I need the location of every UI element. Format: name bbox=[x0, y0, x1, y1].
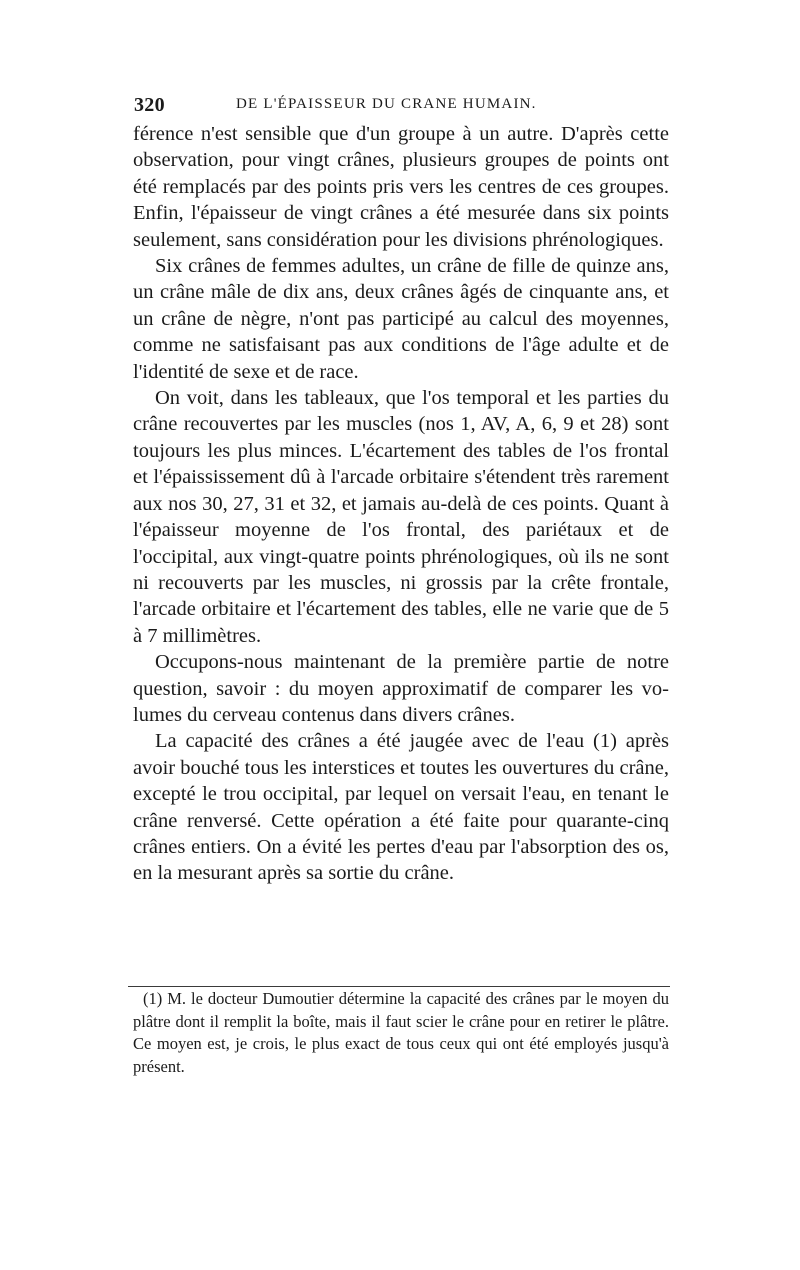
running-head bbox=[134, 94, 670, 120]
running-title: DE L'ÉPAISSEUR DU CRANE HUMAIN. bbox=[236, 96, 537, 112]
page-number: 320 bbox=[134, 94, 165, 116]
footnotes bbox=[133, 988, 669, 1078]
paragraph: La capacité des crânes a été jaugée avec de l'eau (1) après avoir bouché tous les interstices et toutes les ouvertures du crâne, excepté le trou occipital, par lequel on versait l'eau, en tenant le crâne renversé. Cette opération a été faite pour quarante-cinq crânes entiers. On a évité les pertes d'eau par l'absorption des os, en la mesurant après sa sortie du crâne. bbox=[133, 730, 669, 885]
paragraph: On voit, dans les tableaux, que l'os temporal et les parties du crâne recouvertes par les muscles (nos 1, AV, A, 6, 9 et 28) sont toujours les plus minces. L'écartement des tables de l'os frontal et l'épaississement dû à l'arcade orbitaire s'étendent très rarement aux nos 30, 27, 31 et 32, et jamais au-delà de ces points. Quant à l'épaisseur moyenne de l'os frontal, des pariétaux et de l'occipital, aux vingt-quatre points phrénologiques, où ils ne sont ni recouverts par les muscles, ni grossis par la crête frontale, l'arcade orbitaire et l'écartement des tables, elle ne varie que de 5 à 7 millimètres. bbox=[133, 387, 669, 647]
paragraph: Occupons-nous maintenant de la première partie de notre question, savoir : du moyen approximatif de comparer les volumes du cerveau contenus dans divers crânes. bbox=[133, 651, 669, 726]
paragraph-continued: férence n'est sensible que d'un groupe à un autre. D'après cette observation, pour vingt crânes, plusieurs groupes de points ont été remplacés par des points pris vers les centres de ces groupes. Enfin, l'épaisseur de vingt crânes a été mesurée dans six points seulement, sans considération pour les divisions phrénologiques. bbox=[133, 123, 669, 251]
paragraph: Six crânes de femmes adultes, un crâne de fille de quinze ans, un crâne mâle de dix ans, deux crânes âgés de cinquante ans, et un crâne de nègre, n'ont pas participé au calcul des moyennes, comme ne satisfaisant pas aux conditions de l'âge adulte et de l'identité de sexe et de race. bbox=[133, 255, 669, 383]
footnote-divider bbox=[128, 986, 670, 987]
body-text bbox=[133, 121, 669, 887]
footnote: (1) M. le docteur Dumoutier détermine la capacité des crânes par le moyen du plâtre dont il remplit la boîte, mais il faut scier le crâne pour en retirer le plâtre. Ce moyen est, je crois, le plus exact de tous ceux qui ont été employés jusqu'à présent. bbox=[133, 989, 669, 1076]
